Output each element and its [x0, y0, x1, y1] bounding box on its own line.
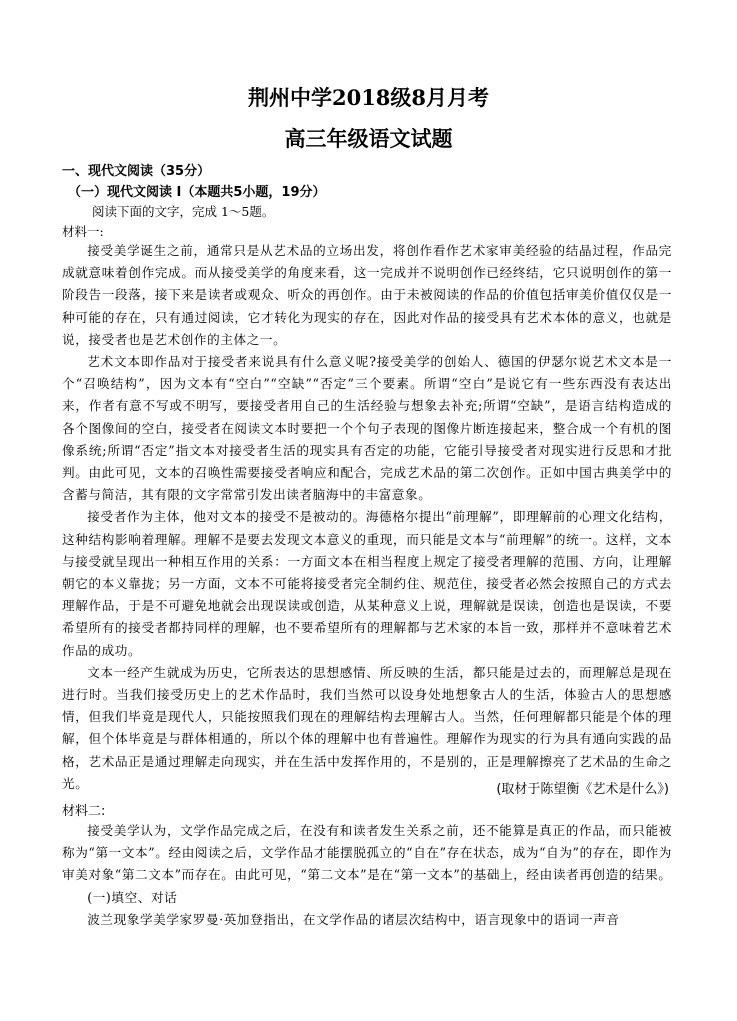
material2-text [62, 820, 672, 931]
sub-heading: （一）现代文阅读 I（本题共5小题，19分） [68, 185, 326, 200]
paragraph: (一)填空、对话 [87, 889, 178, 905]
exam-title: 高三年级语文试题 [284, 126, 453, 151]
paragraph: 艺术文本即作品对于接受者来说具有什么意义呢?接受美学的创始人、德国的伊瑟尔说艺术文本是一个“召唤结构”，因为文本有“空白”“空缺”“否定”三个要素。所谓“空白”是说它有一些东西没有表达出来，作者有意不写或不明写，要接受者用自己的生活经验与想象去补充;所谓“空缺”，是语言结构造成的各个图像间的空白，接受者在阅读文本时要把一个个句子表现的图像片断连接起来，整合成一个有机的图像系统;所谓“否定”指文本对接受者生活的现实具有否定的功能，它能引导接受者对现实进行反思和才批判。由此可见，文本的召唤性需要接受者响应和配合，完成艺术品的第二次创作。正如中国古典美学中的含蓄与简洁，其有限的文字常常引发出读者脑海中的丰富意象。 [62, 354, 672, 503]
material1-label: 材料一: [62, 224, 104, 239]
school-title: 荆州中学2018级8月月考 [247, 85, 490, 110]
material1-text [62, 240, 672, 795]
material2-label: 材料二: [62, 804, 106, 819]
paragraph: 波兰现象学美学家罗曼·英加登指出，在文学作品的诸层次结构中，语言现象中的语词一声音 [87, 911, 620, 927]
source-citation: (取材于陈望衡《艺术是什么》) [496, 782, 669, 797]
paragraph: 接受美学认为，文学作品完成之后，在没有和读者发生关系之前，还不能算是真正的作品，而只能被称为“第一文本”。经由阅读之后，文学作品才能摆脱孤立的“自在”存在状态，成为“自为”的存在，即作为审美对象“第二文本”而存在。由此可见，“第二文本”是在“第一文本”的基础上，经由读者再创造的结果。 [62, 823, 672, 883]
instruction: 阅读下面的文字，完成 1～5题。 [92, 204, 275, 219]
paragraph: 接受者作为主体，他对文本的接受不是被动的。海德格尔提出“前理解”，即理解前的心理文化结构，这种结构影响着理解。理解不是要去发现文本意义的重现，而只能是文本与“前理解”的统一。这样，文本与接受就呈现出一种相互作用的关系：一方面文本在相当程度上规定了接受者理解的范围、方向，让理解朝它的本义靠拢；另一方面，文本不可能将接受者完全制约住、规范住，接受者必然会按照自己的方式去理解作品，于是不可避免地就会出现误读或创造，从某种意义上说，理解就是误读，创造也是误读，不要希望所有的接受者都持同样的理解，也不要希望所有的理解都与艺术家的本旨一致，那样并不意味着艺术作品的成功。 [62, 509, 672, 658]
paragraph: 接受美学诞生之前，通常只是从艺术品的立场出发，将创作看作艺术家审美经验的结晶过程，作品完成就意味着创作完成。而从接受美学的角度来看，这一完成并不说明创作已经终结，它只说明创作的第一阶段告一段落，接下来是读者或观众、听众的再创作。由于未被阅读的作品的价值包括审美价值仅仅是一种可能的存在，只有通过阅读，它才转化为现实的存在，因此对作品的接受具有艺术本体的意义，也就是说，接受者也是艺术创作的主体之一。 [62, 243, 672, 347]
section-heading: 一、现代文阅读（35分） [62, 164, 211, 179]
paragraph: 文本一经产生就成为历史，它所表达的思想感情、所反映的生活，都只能是过去的，而理解总是现在进行时。当我们接受历史上的艺术作品时，我们当然可以设身处地想象古人的生活，体验古人的思想感情，但我们毕竟是现代人，只能按照我们现在的理解结构去理解古人。当然，任何理解都只能是个体的理解，但个体毕竟是与群体相通的，所以个体的理解中也有普遍性。理解作为现实的行为具有通向实践的品格，艺术品正是通过理解走向现实，并在生活中发挥作用的，不是别的，正是理解擦亮了艺术品的生命之光。 [62, 664, 672, 791]
